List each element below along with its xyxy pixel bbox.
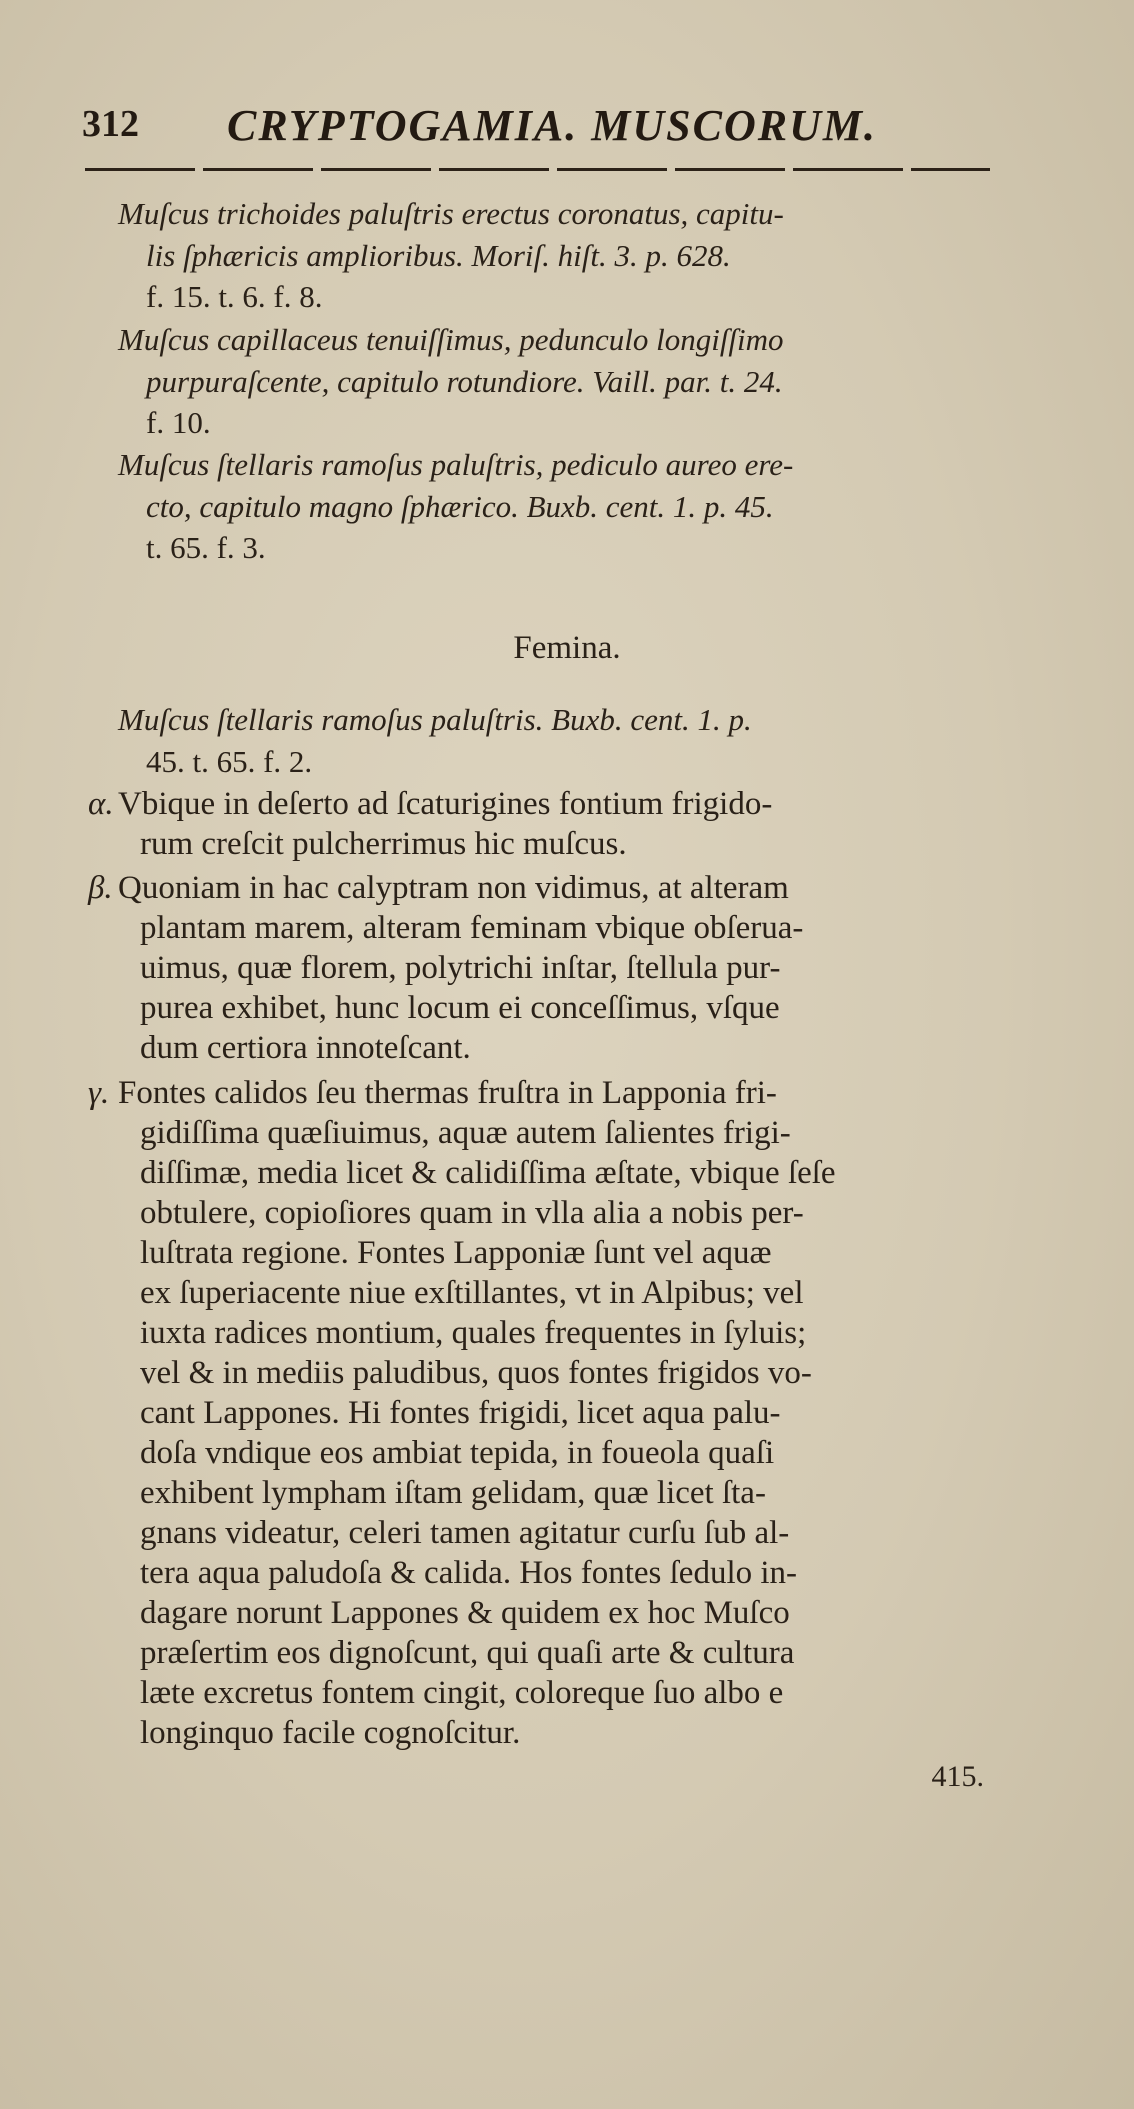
note-line: læte excretus fontem cingit, coloreque ſuo albo e [140, 1675, 784, 1711]
note-line: exhibent lympham iſtam gelidam, quæ licet ſta- [140, 1475, 766, 1511]
note-line: iuxta radices montium, quales frequentes in ſyluis; [140, 1315, 807, 1351]
femina-heading: Femina. [513, 630, 621, 666]
note-line: diſſimæ, media licet & calidiſſima æſtate, vbique ſeſe [140, 1155, 836, 1191]
note-marker-gamma: γ. [88, 1075, 110, 1111]
page-number: 312 [82, 103, 139, 145]
note-line: uimus, quæ florem, polytrichi inſtar, ſtellula pur- [140, 950, 781, 986]
synonym-line: t. 65. f. 3. [146, 530, 266, 565]
running-head: CRYPTOGAMIA. MUSCORUM. [227, 101, 877, 150]
note-line: doſa vndique eos ambiat tepida, in foueola quaſi [140, 1435, 775, 1471]
note-line: præſertim eos dignoſcunt, qui quaſi arte & cultura [140, 1635, 795, 1671]
synonym-line: Muſcus trichoides paluſtris erectus coronatus, capitu- [118, 196, 784, 231]
note-line: obtulere, copioſiores quam in vlla alia a nobis per- [140, 1195, 804, 1231]
note-line: dum certiora innoteſcant. [140, 1030, 471, 1066]
synonym-line: lis ſphæricis amplioribus. Moriſ. hiſt. 3. p. 628. [146, 238, 731, 273]
note-line: longinquo facile cognoſcitur. [140, 1715, 521, 1751]
note-line: dagare norunt Lappones & quidem ex hoc Muſco [140, 1595, 790, 1631]
note-line: plantam marem, alteram feminam vbique obſerua- [140, 910, 804, 946]
note-line: tera aqua paludoſa & calida. Hos fontes ſedulo in- [140, 1555, 798, 1591]
note-line: Quoniam in hac calyptram non vidimus, at alteram [118, 870, 789, 906]
note-line: Vbique in deſerto ad ſcaturigines fontium frigido- [118, 786, 773, 822]
page-header [82, 102, 1002, 152]
note-line: vel & in mediis paludibus, quos fontes frigidos vo- [140, 1355, 812, 1391]
synonym-line: f. 15. t. 6. f. 8. [146, 279, 323, 314]
note-line: gidiſſima quæſiuimus, aquæ autem ſalientes frigi- [140, 1115, 791, 1151]
synonym-line: Muſcus capillaceus tenuiſſimus, pedunculo longiſſimo [118, 322, 784, 357]
note-line: luſtrata regione. Fontes Lapponiæ ſunt vel aquæ [140, 1235, 772, 1271]
header-rule [85, 168, 990, 171]
synonym-line: Muſcus ſtellaris ramoſus paluſtris, pediculo aureo ere- [118, 447, 794, 482]
femina-line: 45. t. 65. f. 2. [146, 744, 313, 779]
catchword: 415. [931, 1760, 984, 1793]
note-line: rum creſcit pulcherrimus hic muſcus. [140, 826, 627, 862]
note-line: Fontes calidos ſeu thermas fruſtra in Lapponia fri- [118, 1075, 777, 1111]
femina-line: Muſcus ſtellaris ramoſus paluſtris. Buxb. cent. 1. p. [118, 702, 752, 737]
note-marker-beta: β. [88, 870, 113, 906]
note-marker-alpha: α. [88, 786, 114, 822]
synonym-line: purpuraſcente, capitulo rotundiore. Vaill. par. t. 24. [146, 364, 783, 399]
note-line: cant Lappones. Hi fontes frigidi, licet aqua palu- [140, 1395, 781, 1431]
synonym-line: f. 10. [146, 405, 211, 440]
note-line: ex ſuperiacente niue exſtillantes, vt in Alpibus; vel [140, 1275, 804, 1311]
note-line: gnans videatur, celeri tamen agitatur curſu ſub al- [140, 1515, 790, 1551]
synonym-line: cto, capitulo magno ſphærico. Buxb. cent. 1. p. 45. [146, 489, 774, 524]
note-line: purea exhibet, hunc locum ei conceſſimus, vſque [140, 990, 780, 1026]
